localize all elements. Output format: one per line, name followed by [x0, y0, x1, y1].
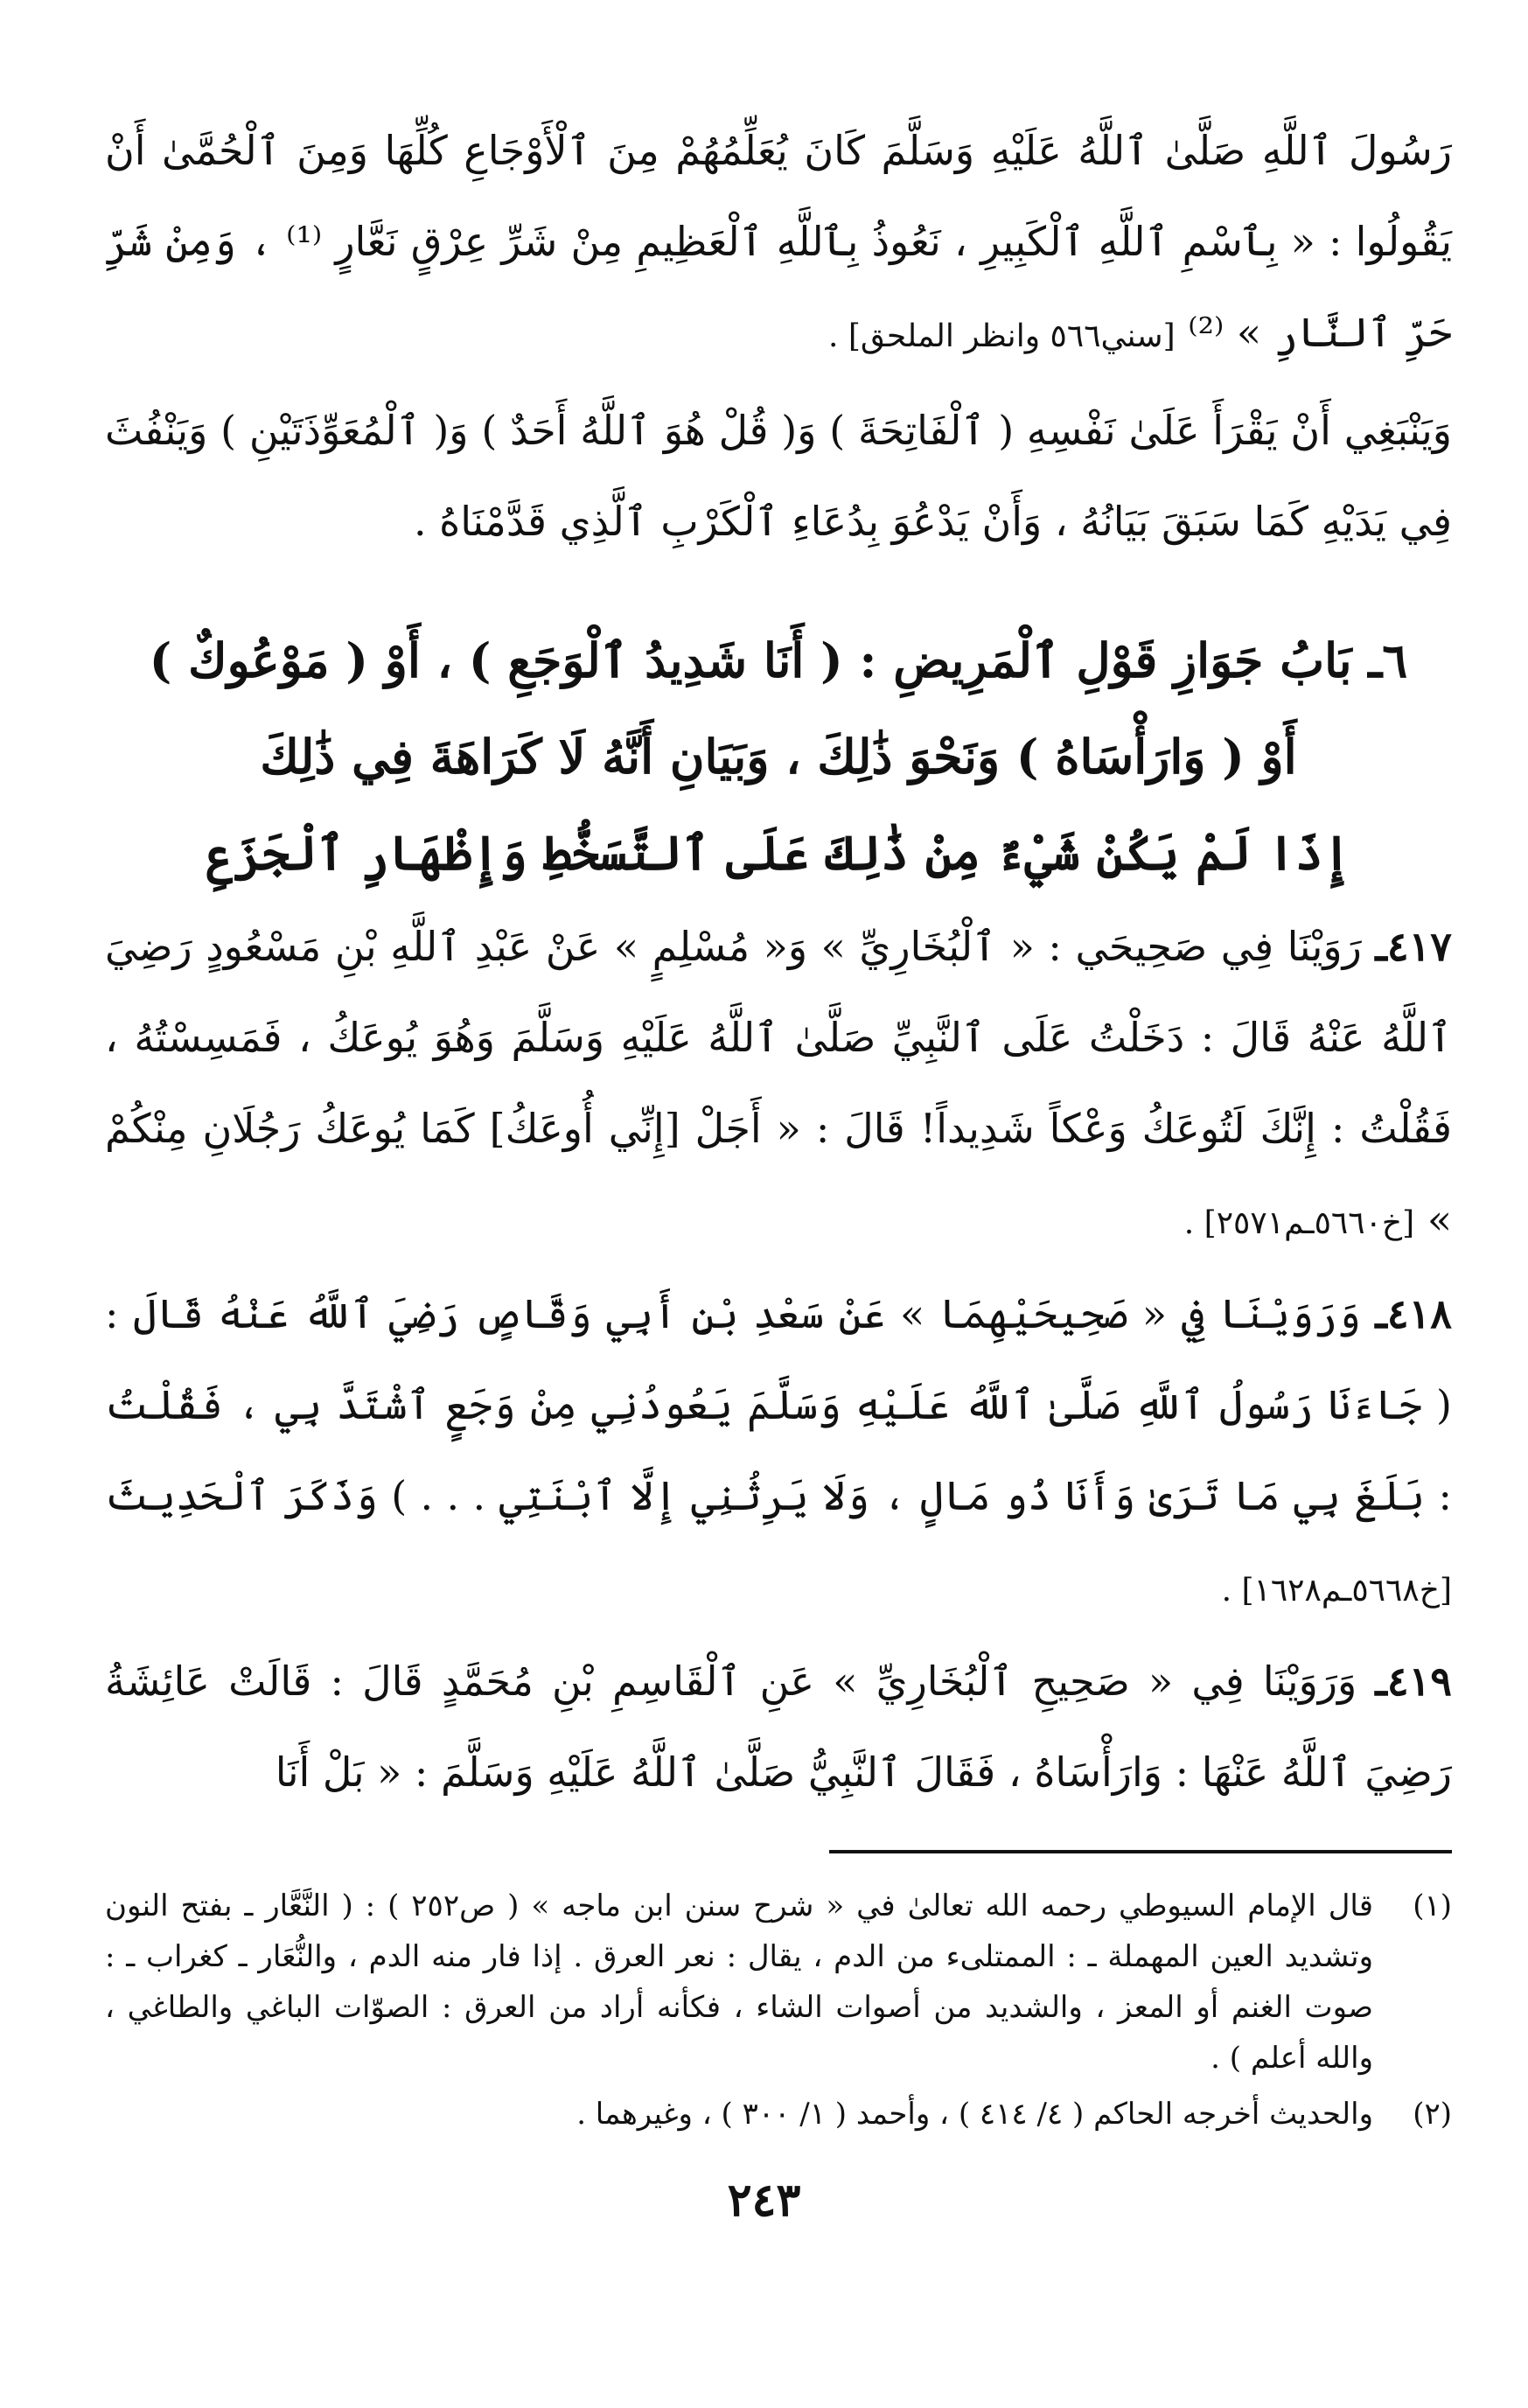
hadith-418: [105, 1268, 1452, 1637]
footnote-text: قال الإمام السيوطي رحمه الله تعالىٰ في « شرح سنن ابن ماجه » ( ص٢٥٢ ) : ( النَّعَّار ـ بفتح النون وتشديد العين المهملة ـ : الممتلىء من الدم ، يقال : نعر العرق . إذا فار منه الدم ، والنُّعَار ـ كغراب ـ : صوت الغنم أو المعز ، والشديد من أصوات الشاء ، فكأنه أراد من العرق : الصوّات الباغي والطاغي ، والله أعلم ) .: [105, 1888, 1374, 2076]
citation-reference: [سني٥٦٦ وانظر الملحق] .: [827, 318, 1176, 354]
heading-line-2: أَوْ ( وَارَأْسَاهُ ) وَنَحْوَ ذَٰلِكَ ، وَبَيَانِ أَنَّهُ لَا كَرَاهَةَ فِي ذَٰلِكَ: [260, 729, 1297, 785]
footnote-text: والحديث أخرجه الحاكم ( ٤/ ٤١٤ ) ، وأحمد ( ١/ ٣٠٠ ) ، وغيرهما .: [576, 2097, 1373, 2132]
footnote-2: [105, 2089, 1452, 2139]
hadith-number: ٤١٩ـ: [1375, 1658, 1453, 1705]
page-number: ٢٤٣: [727, 2174, 801, 2227]
hadith-number: ٤١٧ـ: [1375, 923, 1453, 970]
heading-line-1: ٦ـ بَابُ جَوَازِ قَوْلِ ٱلْمَرِيضِ : ( أَنَا شَدِيدُ ٱلْوَجَعِ ) ، أَوْ ( مَوْعُوكٌ ): [149, 632, 1408, 688]
paragraph-text: رَسُولَ ٱللَّهِ صَلَّىٰ ٱللَّهُ عَلَيْهِ وَسَلَّمَ كَانَ يُعَلِّمُهُمْ مِنَ ٱلْأَوْجَاعِ كُلِّهَا وَمِنَ ٱلْحُمَّىٰ أَنْ يَقُولُوا : « بِٱسْمِ ٱللَّهِ ٱلْكَبِيرِ ، نَعُوذُ بِٱللَّهِ ٱلْعَظِيمِ مِنْ شَرِّ عِرْقٍ نَعَّارٍ ⁽¹⁾ ، وَمِنْ شَرِّ حَرِّ ٱلنَّارِ » ⁽²⁾: [105, 127, 1452, 356]
hadith-number: ٤١٨ـ: [1375, 1290, 1452, 1337]
hadith-text: وَرَوَيْنَا فِي « صَحِيحِ ٱلْبُخَارِيِّ » عَنِ ٱلْقَاسِمِ بْنِ مُحَمَّدٍ قَالَ : قَالَتْ عَائِشَةُ رَضِيَ ٱللَّهُ عَنْهَا : وَارَأْسَاهُ ، فَقَالَ ٱلنَّبِيُّ صَلَّىٰ ٱللَّهُ عَلَيْهِ وَسَلَّمَ : « بَلْ أَنَا: [105, 1658, 1452, 1796]
footnote-divider: [829, 1850, 1452, 1853]
hadith-417: [105, 901, 1452, 1269]
footnote-1: [105, 1881, 1452, 2083]
citation-reference: [خ٥٦٦٠ـم٢٥٧١] .: [1183, 1205, 1415, 1241]
hadith-text: رَوَيْنَا فِي صَحِيحَي : « ٱلْبُخَارِيِّ » وَ« مُسْلِمٍ » عَنْ عَبْدِ ٱللَّهِ بْنِ مَسْعُودٍ رَضِيَ ٱللَّهُ عَنْهُ قَالَ : دَخَلْتُ عَلَى ٱلنَّبِيِّ صَلَّىٰ ٱللَّهُ عَلَيْهِ وَسَلَّمَ وَهُوَ يُوعَكُ ، فَمَسِسْتُهُ ، فَقُلْتُ : إِنَّكَ لَتُوعَكُ وَعْكاً شَدِيداً! قَالَ : « أَجَلْ [إِنِّي أُوعَكُ] كَمَا يُوعَكُ رَجُلَانِ مِنْكُمْ »: [105, 923, 1452, 1243]
footnote-marker: (٢): [1413, 2097, 1452, 2132]
footnote-marker: (١): [1413, 1888, 1452, 1923]
chapter-heading: [105, 612, 1452, 901]
footnotes: [105, 1881, 1452, 2145]
paragraph-recitation: [105, 385, 1452, 567]
citation-reference: [خ٥٦٦٨ـم١٦٢٨] .: [1221, 1573, 1452, 1609]
hadith-text: وَرَوَيْنَا فِي « صَحِيحَيْهِمَا » عَنْ سَعْدِ بْنِ أَبِي وَقَّاصٍ رَضِيَ ٱللَّهُ عَنْهُ قَالَ : ( جَاءَنَا رَسُولُ ٱللَّهِ صَلَّىٰ ٱللَّهُ عَلَيْهِ وَسَلَّمَ يَعُودُنِي مِنْ وَجَعٍ ٱشْتَدَّ بِي ، فَقُلْتُ : بَلَغَ بِي مَا تَرَىٰ وَأَنَا ذُو مَالٍ ، وَلَا يَرِثُنِي إِلَّا ٱبْنَتِي . . . ) وَذَكَرَ ٱلْحَدِيثَ: [105, 1290, 1452, 1519]
heading-line-3: إِذَا لَمْ يَكُنْ شَيْءٌ مِنْ ذَٰلِكَ عَلَى ٱلتَّسَخُّطِ وَإِظْهَارِ ٱلْجَزَعِ: [206, 825, 1351, 881]
hadith-419: [105, 1636, 1452, 1818]
paragraph-continuation: [105, 105, 1452, 382]
paragraph-text: وَيَنْبَغِي أَنْ يَقْرَأَ عَلَىٰ نَفْسِهِ ( ٱلْفَاتِحَةَ ) وَ( قُلْ هُوَ ٱللَّهُ أَحَدٌ ) وَ( ٱلْمُعَوِّذَتَيْنِ ) وَيَنْفُثَ فِي يَدَيْهِ كَمَا سَبَقَ بَيَانُهُ ، وَأَنْ يَدْعُوَ بِدُعَاءِ ٱلْكَرْبِ ٱلَّذِي قَدَّمْنَاهُ .: [105, 407, 1452, 545]
